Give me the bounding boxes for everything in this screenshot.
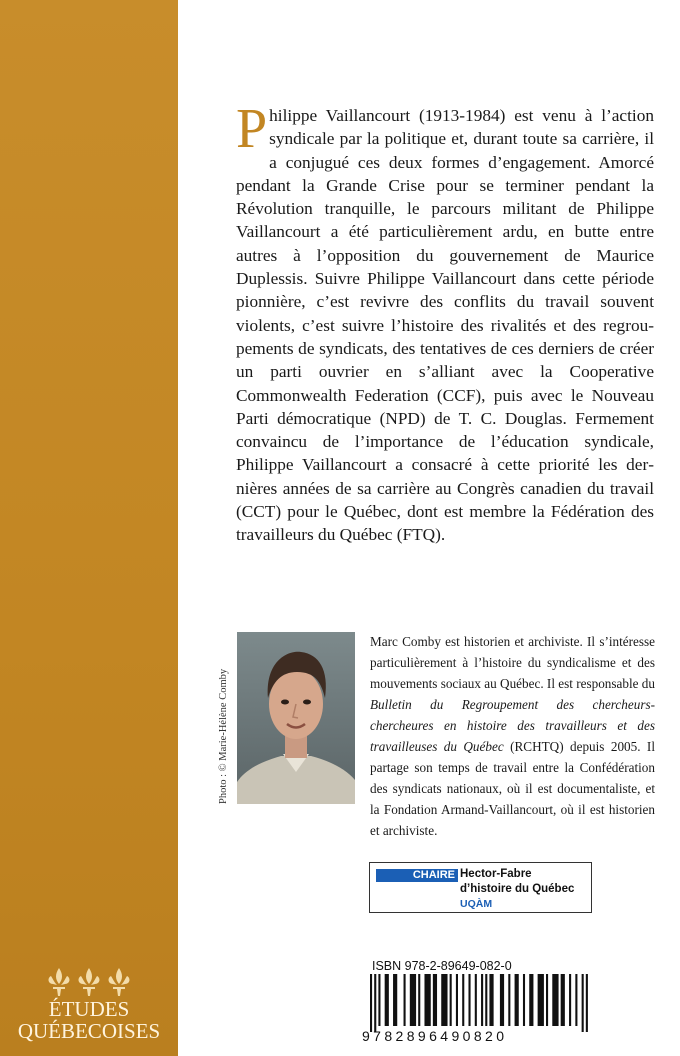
barcode-digits: 9782896490820 <box>362 1028 508 1044</box>
barcode-bar <box>450 974 452 1026</box>
author-bio-text-continued: (RCHTQ) depuis 2005. Il partage son temps de travail entre la Confédération des syndicats nationaux, où il est documentaliste, et la Fondation Armand-Vaillancourt, où il est historien et archiviste. <box>370 739 655 838</box>
isbn-text: ISBN 978-2-89649-082-0 <box>372 959 512 973</box>
barcode-bar <box>481 974 483 1026</box>
logo-uqam: UQÀM <box>460 898 493 910</box>
barcode-bar <box>404 974 406 1026</box>
barcode-bar <box>462 974 464 1026</box>
barcode-bar <box>370 974 372 1032</box>
barcode-bar <box>523 974 525 1026</box>
fleur-de-lis-icon <box>75 966 103 998</box>
summary-text: hilippe Vaillancourt (1913-1984) est venu à l’action syndicale par la politique et, durant toute sa carrière, il a conjugué ces deux formes d’engagement. Amorcé pendant la Grande Crise pour se terminer pendant la Révolution tranquille, le parcours militant de Philippe Vaillancourt a été particulièrement ardu, en butte entre autres à l’opposition du gouvernement de Maurice Duplessis. Suivre Philippe Vaillancourt dans cette période pionnière, c’est revivre des conflits du travail souvent violents, c’est suivre l’histoire des rivalités et des regroupements de syndicats, des tentatives de ces derniers de créer un parti ouvrier en s’alliant avec la Cooperative Commonwealth Federation (CCF), puis avec le Nouveau Parti démocratique (NPD) de T. C. Douglas. Fermement convaincu de l’importance de l’éducation syndicale, Philippe Vaillancourt a consacré à cette priorité les dernières années de sa carrière au Congrès canadien du travail (CCT) pour le Québec, dont est membre la Fédération des travailleurs du Québec (FTQ). <box>236 106 654 545</box>
spine-band <box>0 0 178 1056</box>
barcode-bar <box>561 974 565 1026</box>
barcode-bar <box>485 974 487 1026</box>
author-portrait <box>237 632 355 804</box>
barcode-bar <box>475 974 477 1026</box>
barcode-bar <box>529 974 533 1026</box>
chaire-logo <box>369 862 592 913</box>
barcode-bar <box>508 974 510 1026</box>
logo-chaire-label: CHAIRE <box>376 869 458 882</box>
barcode-bar <box>500 974 504 1026</box>
bulletin-title: Bulletin du Regroupement des chercheurs-chercheures en histoire des travailleurs et des travailleuses du Québec <box>370 697 655 754</box>
barcode-bar <box>538 974 544 1026</box>
barcode-bar <box>468 974 470 1026</box>
author-bio-text: Marc Comby est historien et archiviste. Il s’intéresse particulièrement à l’histoire du syndicalisme et des mouvements sociaux au Québec. Il est responsable du <box>370 634 655 691</box>
barcode-bar <box>515 974 519 1026</box>
fleur-de-lis-icons <box>44 966 134 1000</box>
fleur-de-lis-icon <box>105 966 133 998</box>
barcode-bar <box>546 974 548 1026</box>
barcode-bar <box>410 974 416 1026</box>
barcode-bar <box>569 974 571 1026</box>
barcode-bar <box>552 974 558 1026</box>
fleur-de-lis-icon <box>45 966 73 998</box>
barcode-bar <box>575 974 577 1026</box>
barcode-bar <box>385 974 389 1026</box>
author-bio <box>370 631 655 841</box>
photo-credit: Photo : © Marie-Hélène Comby <box>218 668 229 804</box>
barcode-bar <box>489 974 493 1026</box>
barcode-bar <box>582 974 584 1032</box>
book-summary <box>236 98 654 547</box>
barcode-bar <box>456 974 458 1026</box>
logo-name-line1: Hector-Fabre <box>460 868 532 880</box>
series-title-line1: ÉTUDES <box>48 997 130 1021</box>
barcode-bar <box>441 974 447 1026</box>
barcode-bar <box>378 974 380 1026</box>
barcode-bar <box>418 974 420 1026</box>
barcode-bar <box>586 974 588 1032</box>
barcode-bar <box>424 974 430 1026</box>
barcode <box>362 974 598 1036</box>
drop-cap: P <box>236 98 268 160</box>
barcode-bar <box>393 974 397 1026</box>
barcode-bar <box>433 974 437 1026</box>
series-title-line2: QUÉBECOISES <box>17 1019 161 1043</box>
barcode-bar <box>374 974 376 1032</box>
logo-name-line2: d’histoire du Québec <box>460 883 575 895</box>
